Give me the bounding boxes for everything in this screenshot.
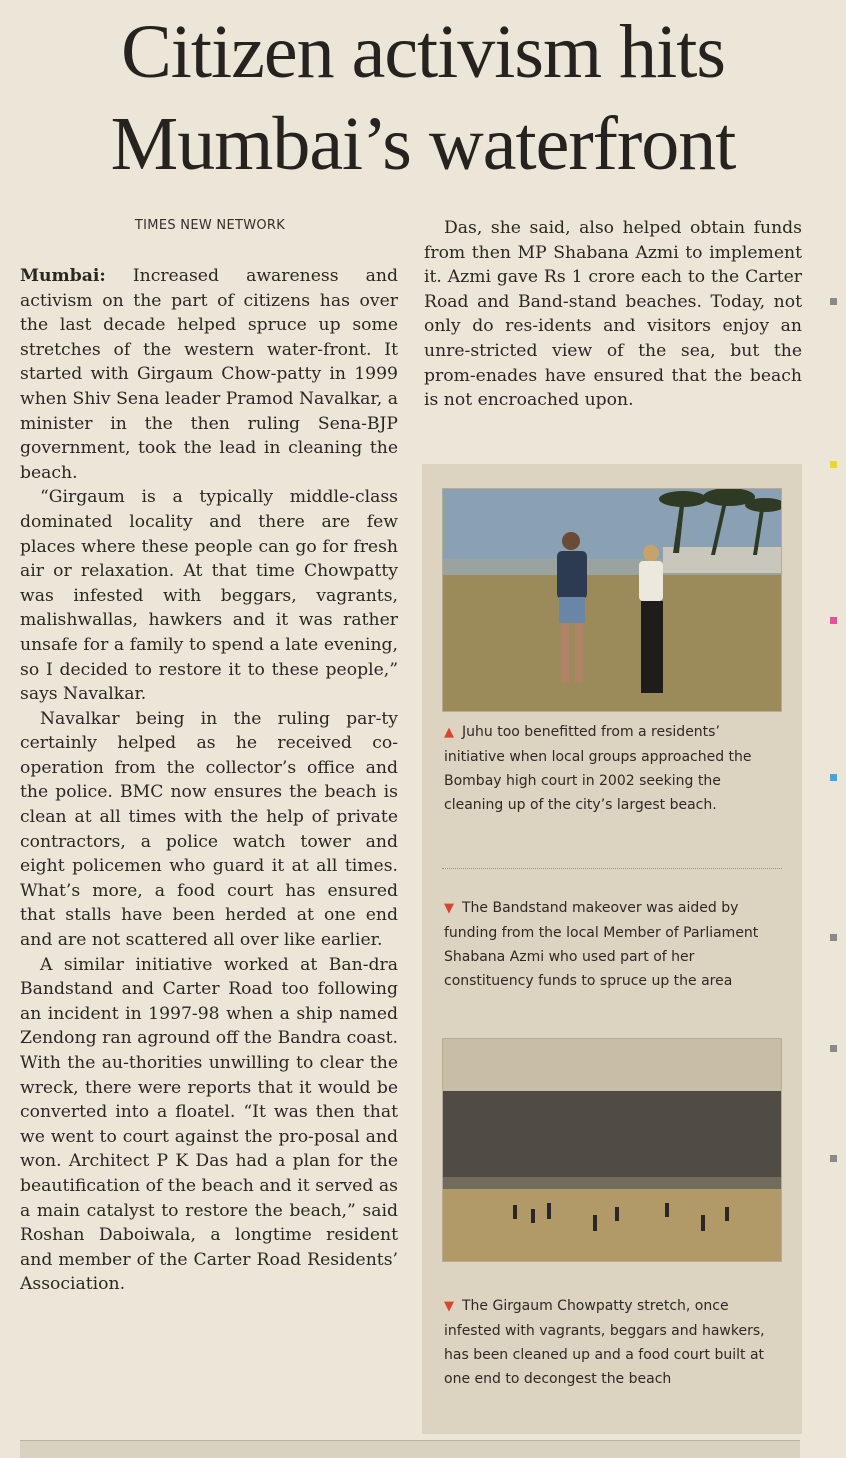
caption-girgaum — [444, 1294, 784, 1391]
triangle-down-icon: ▼ — [444, 901, 454, 916]
registration-mark-yellow — [830, 461, 837, 468]
registration-mark-magenta — [830, 617, 837, 624]
triangle-up-icon: ▲ — [444, 725, 454, 740]
headline-line-1: Citizen activism hits — [121, 10, 725, 94]
caption-bandstand-text: The Bandstand makeover was aided by funding from the local Member of Parliament Shabana Azmi who used part of her constituency funds to spruce up the area — [444, 900, 759, 989]
headline-line-2: Mumbai’s waterfront — [110, 102, 736, 186]
caption-juhu-text: Juhu too benefitted from a residents’ initiative when local groups approached the Bombay high court in 2002 seeking the cleaning up of the city’s largest beach. — [444, 724, 752, 813]
photo-juhu-beach-couple — [442, 488, 782, 712]
article-paragraph-1 — [20, 264, 398, 485]
article-paragraph-4: A similar initiative worked at Ban-dra Bandstand and Carter Road too following an incident in 1997-98 when a ship named Zendong ran aground off the Bandra coast. With the au-thorities unwilling to clear the wreck, there were reports that it would be converted into a floatel. “It was then that we went to court against the pro-posal and won. Architect P K Das had a plan for the beautification of the beach and it served as a main catalyst to restore the beach,” said Roshan Daboiwala, a longtime resident and member of the Carter Road Residents’ Association. — [20, 954, 398, 1295]
headline — [20, 6, 826, 190]
registration-mark-grey-4 — [830, 1155, 837, 1162]
photo-girgaum-illustration — [443, 1039, 781, 1261]
caption-girgaum-text: The Girgaum Chowpatty stretch, once infested with vagrants, beggars and hawkers, has been cleaned up and a food court built at one end to decongest the beach — [444, 1298, 765, 1387]
triangle-down-icon: ▼ — [444, 1299, 454, 1314]
bottom-border — [20, 1440, 800, 1458]
caption-juhu — [444, 720, 784, 817]
registration-mark-cyan — [830, 774, 837, 781]
article-column-right — [424, 216, 802, 413]
registration-mark-grey-3 — [830, 1045, 837, 1052]
article-paragraph-1-text: Increased awareness and activism on the part of citizens has over the last decade helped spruce up some stretches of the western water-front. It started with Girgaum Chow-patty in 1999 when Shiv Sena leader Pramod Navalkar, a minister in the then ruling Sena-BJP government, took the lead in cleaning the beach. — [20, 266, 398, 483]
dateline: Mumbai: — [20, 266, 106, 286]
article-column-left — [20, 264, 398, 1297]
photo-girgaum-chowpatty-beach — [442, 1038, 782, 1262]
article-paragraph-5: Das, she said, also helped obtain funds from then MP Shabana Azmi to implement it. Azmi gave Rs 1 crore each to the Carter Road and Band-stand beaches. Today, not only do res-idents and visitors enjoy an unre-stricted view of the sea, but the prom-enades have ensured that the beach is not encroached upon. — [424, 218, 802, 411]
registration-mark-grey-1 — [830, 298, 837, 305]
article-paragraph-2: “Girgaum is a typically middle-class dominated locality and there are few places where these people can go for fresh air or relaxation. At that time Chowpatty was infested with beggars, vagrants, malishwallas, hawkers and it was rather unsafe for a family to spend a late evening, so I decided to restore it to these people,” says Navalkar. — [20, 487, 398, 705]
caption-divider — [442, 868, 782, 869]
caption-bandstand — [444, 896, 784, 993]
photo-juhu-illustration — [443, 489, 781, 711]
byline: TIMES NEW NETWORK — [134, 218, 286, 233]
photo-sidebar — [422, 464, 802, 1434]
registration-mark-grey-2 — [830, 934, 837, 941]
article-paragraph-3: Navalkar being in the ruling par-ty certainly helped as he received co-operation from the collector’s office and the police. BMC now ensures the beach is clean at all times with the help of private contractors, a police watch tower and eight policemen who guard it at all times. What’s more, a food court has ensured that stalls have been herded at one end and are not scattered all over like earlier. — [20, 708, 398, 951]
